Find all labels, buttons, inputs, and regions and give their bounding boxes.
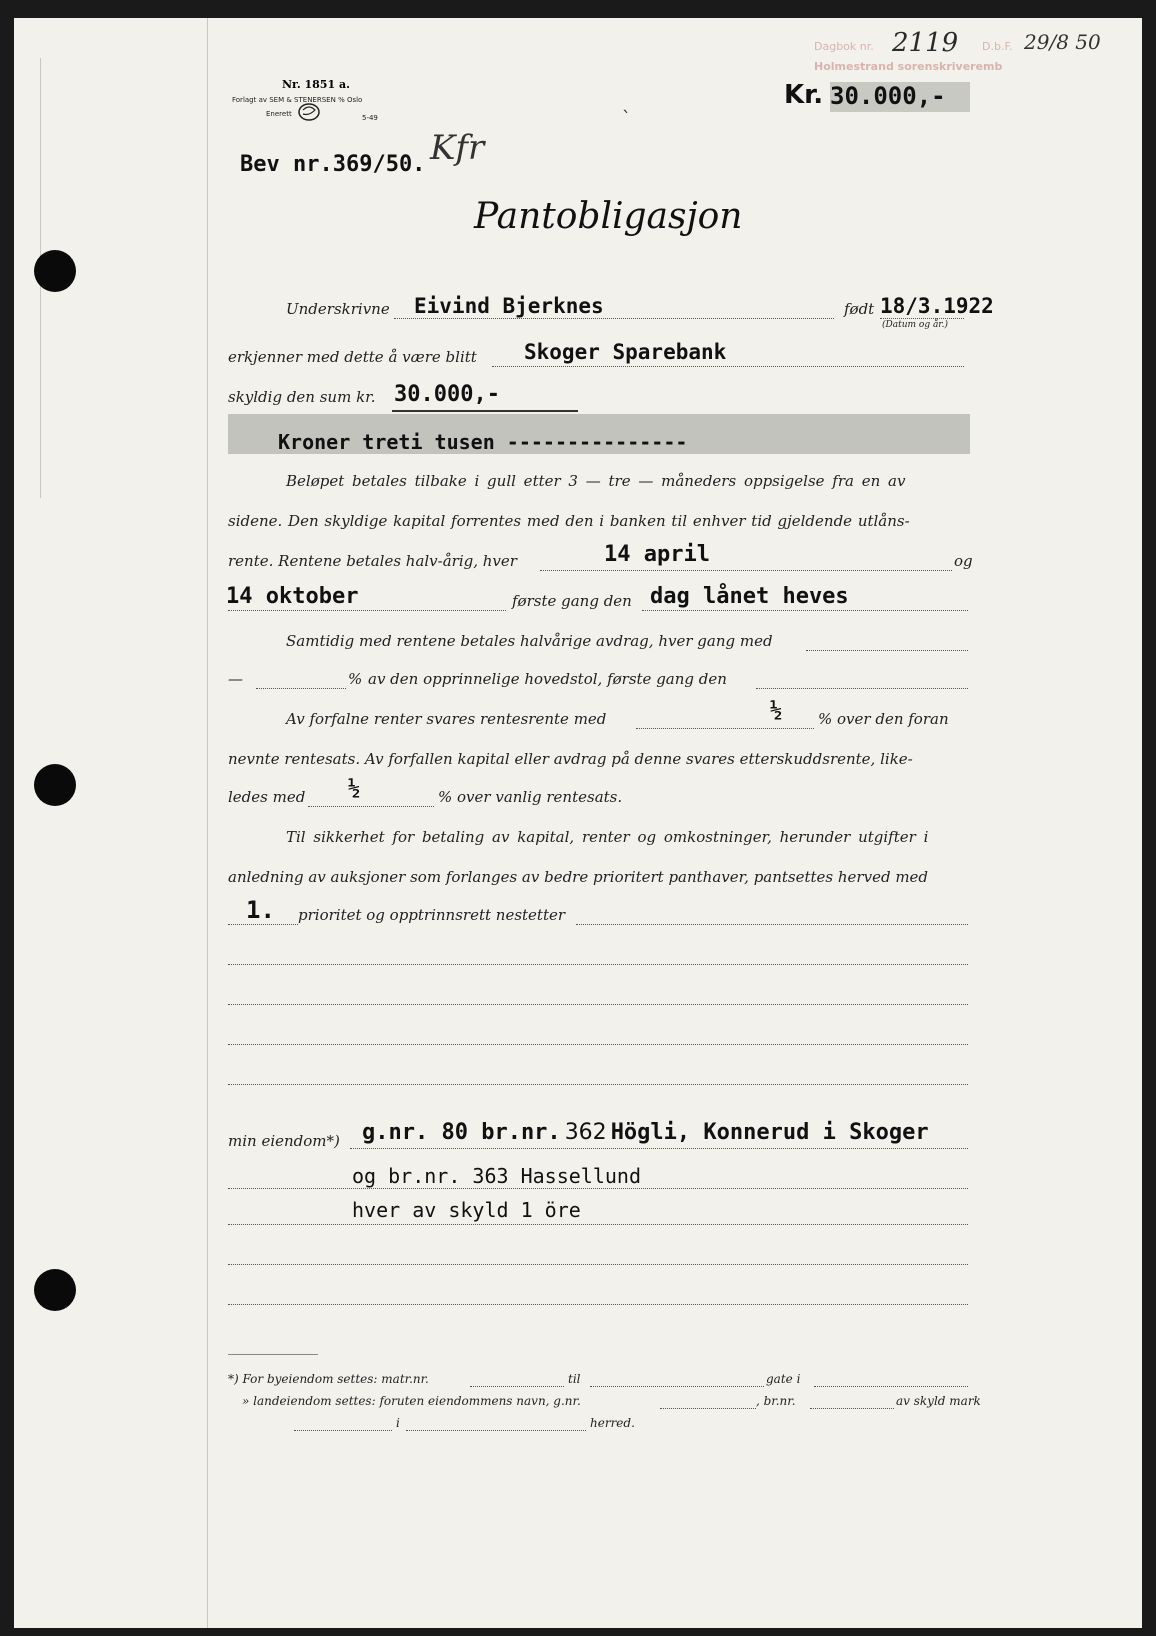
publisher-name: Forlagt av SEM & STENERSEN [232, 96, 339, 104]
footnote-b-skyld: av skyld mark [896, 1394, 981, 1408]
property-line-4-dots [228, 1264, 968, 1265]
body-line-7a: Av forfalne renter svares rentesrente med [286, 710, 607, 728]
footnote-b-line-1 [660, 1408, 756, 1409]
punch-hole-top [34, 250, 76, 292]
body-line-9a: ledes med [228, 788, 306, 806]
fodt-line [880, 318, 964, 319]
first-payment-value: dag lånet heves [650, 584, 849, 609]
property-line-1-dots [350, 1148, 968, 1149]
priority-line [228, 924, 298, 925]
form-exclusive: Enerett [266, 110, 292, 118]
page-title: Pantobligasjon [474, 196, 743, 237]
punch-hole-middle [34, 764, 76, 806]
footnote-rule [228, 1354, 318, 1355]
priority-value: 1. [246, 896, 275, 924]
fodt-label: født [844, 300, 875, 318]
stamp-fraction: 29/8 50 [1024, 30, 1101, 54]
amount-header-label: Kr. [784, 80, 824, 110]
underskrivne-value: Eivind Bjerknes [414, 294, 604, 318]
blank-line-3 [228, 1044, 968, 1045]
creditor-line [492, 366, 964, 367]
skyldig-label: skyldig den sum kr. [228, 388, 376, 406]
footnote-a-line-1 [470, 1386, 564, 1387]
footnote-c-line-2 [406, 1430, 586, 1431]
erkjenner-label: erkjenner med dette å være blitt [228, 348, 477, 366]
document-page [14, 18, 1142, 1628]
tick-mark: ˋ [622, 108, 631, 129]
publisher-suffix: % Oslo [338, 96, 363, 104]
interest-date-2: 14 oktober [226, 584, 359, 609]
form-number: Nr. 1851 a. [282, 78, 350, 91]
publisher-logo-icon [297, 102, 321, 122]
punch-hole-bottom [34, 1269, 76, 1311]
stamp-office: Holmestrand sorenskriveremb [814, 60, 1003, 73]
body-line-6a: % [348, 670, 363, 688]
footnote-b-brnr: , br.nr. [756, 1394, 796, 1408]
property-line-2: og br.nr. 363 Hassellund [352, 1164, 641, 1188]
footnote-a-gate: gate i [766, 1372, 801, 1386]
date1-line [540, 570, 952, 571]
creditor-value: Skoger Sparebank [524, 340, 727, 364]
body-line-3a: rente. Rentene betales halv-årig, hver [228, 552, 517, 570]
amount-words-value: Kroner treti tusen --------------- [278, 430, 688, 454]
footnote-c-herred: herred. [590, 1416, 635, 1430]
body-line-3b: og [954, 552, 973, 570]
late-rate-line [308, 806, 434, 807]
sum-underline [392, 410, 578, 412]
start-line [642, 610, 968, 611]
fodt-value: 18/3.1922 [880, 294, 994, 318]
late-rate-value: ½ [348, 776, 361, 800]
installment-dash: — [228, 670, 243, 688]
datum-hint: (Datum og år.) [882, 320, 948, 330]
footnote-a-line-2 [590, 1386, 764, 1387]
percent-line [256, 688, 346, 689]
footnote-b-label: » landeiendom settes: foruten eiendommens navn, g.nr. [242, 1394, 581, 1408]
property-line-1-rest: Högli, Konnerud i Skoger [610, 1120, 929, 1145]
footnote-a-line-3 [814, 1386, 968, 1387]
stamp-dbf-label: D.b.F. [982, 40, 1013, 53]
margin-line [207, 18, 208, 1628]
property-line-2-dots [228, 1188, 968, 1189]
body-line-1: Beløpet betales tilbake i gull etter 3 — tre — måneders oppsigelse fra en av [286, 472, 906, 490]
compound-rate-value: ½ [770, 698, 783, 722]
footnote-b-line-2 [810, 1408, 894, 1409]
property-line-1-text: g.nr. 80 br.nr. [362, 1120, 561, 1145]
blank-line-1 [228, 964, 968, 965]
footnote-a-til: til [568, 1372, 581, 1386]
stamp-journal-number: 2119 [892, 28, 959, 58]
property-line-5-dots [228, 1304, 968, 1305]
blank-line-2 [228, 1004, 968, 1005]
underskrivne-label: Underskrivne [286, 300, 390, 318]
form-edition: 5-49 [362, 114, 378, 122]
amount-header-value: 30.000,- [830, 82, 970, 112]
property-label: min eiendom*) [228, 1132, 340, 1150]
installment-line [806, 650, 968, 651]
body-line-2: sidene. Den skyldige kapital forrentes med den i banken til enhver tid gjeldende utlåns- [228, 512, 910, 530]
body-line-8: nevnte rentesats. Av forfallen kapital eller avdrag på denne svares etterskuddsrente, like- [228, 750, 913, 768]
footnote-c-i: i [396, 1416, 400, 1430]
body-line-12: prioritet og opptrinnsrett nestetter [298, 906, 566, 924]
sum-value: 30.000,- [394, 382, 500, 407]
first-installment-line [756, 688, 968, 689]
compound-rate-line [636, 728, 814, 729]
body-line-7b: % over den foran [818, 710, 949, 728]
footnote-c-line-1 [294, 1430, 392, 1431]
property-line-1 [362, 1120, 929, 1145]
body-line-6b: av den opprinnelige hovedstol, første gang den [368, 670, 727, 688]
stamp-journal-label: Dagbok nr. [814, 40, 874, 53]
priority-rest-line [576, 924, 968, 925]
date2-line [228, 610, 506, 611]
bev-initials: Kfr [430, 128, 485, 168]
property-line-3: hver av skyld 1 öre [352, 1198, 581, 1222]
body-line-4a: første gang den [512, 592, 632, 610]
interest-date-1: 14 april [604, 542, 710, 567]
footnote-a-label: *) For byeiendom settes: matr.nr. [228, 1372, 429, 1386]
property-line-3-dots [228, 1224, 968, 1225]
body-line-5: Samtidig med rentene betales halvårige avdrag, hver gang med [286, 632, 773, 650]
body-line-9b: % over vanlig rentesats. [438, 788, 623, 806]
underskrivne-line [394, 318, 834, 319]
body-line-11: anledning av auksjoner som forlanges av bedre prioritert panthaver, pantsettes herved med [228, 868, 929, 886]
blank-line-4 [228, 1084, 968, 1085]
body-line-10: Til sikkerhet for betaling av kapital, renter og omkostninger, herunder utgifter i [286, 828, 929, 846]
property-line-1-hand: 362 [564, 1120, 607, 1145]
bev-number: Bev nr.369/50. [240, 152, 426, 177]
